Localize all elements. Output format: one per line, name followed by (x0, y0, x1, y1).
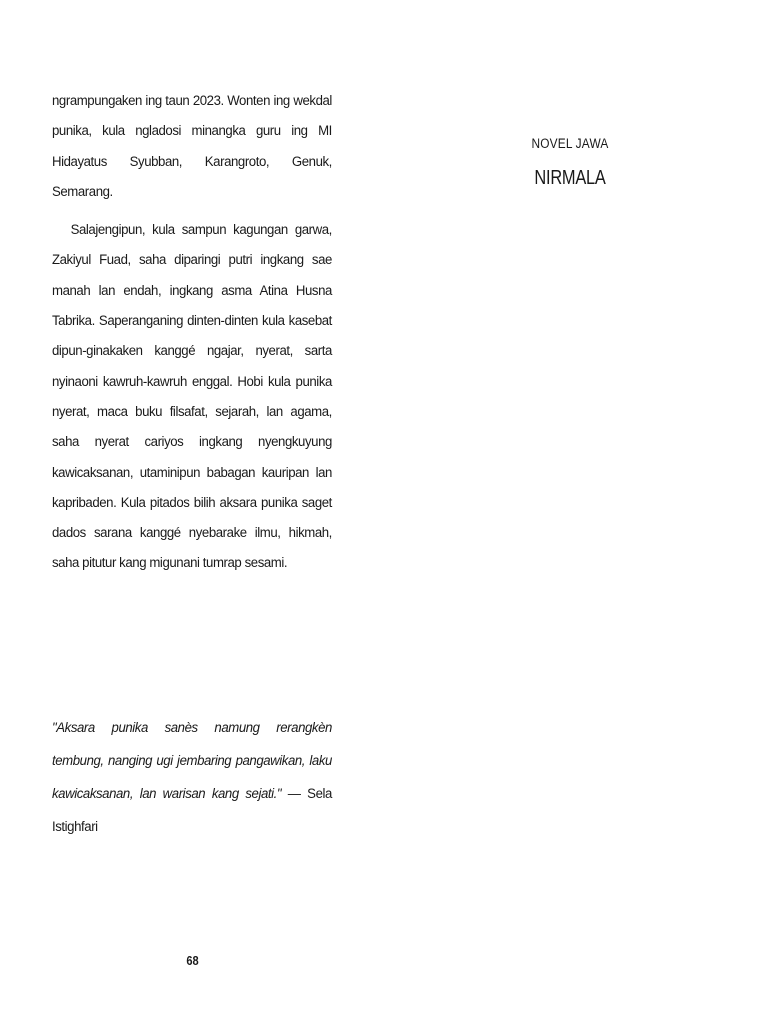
paragraph-1: ngrampungaken ing taun 2023. Wonten ing wekdal punika, kula ngladosi minangka guru ing MI Hidayatus Syubban, Karangroto, Genuk, Semarang. (52, 93, 332, 200)
body-text (52, 86, 332, 579)
quote-attribution: — Sela Istighfari (52, 786, 332, 835)
closing-quote (52, 712, 332, 844)
left-page (52, 86, 332, 579)
quote-text: "Aksara punika sanès namung rerangkèn tembung, nanging ugi jembaring pangawikan, laku kawicaksanan, lan warisan kang sejati." (52, 720, 332, 802)
series-label: NOVEL JAWA (531, 136, 609, 151)
book-title: NIRMALA (534, 167, 606, 189)
page-number: 68 (186, 953, 199, 968)
right-page-header (500, 136, 640, 190)
paragraph-2: Salajengipun, kula sampun kagungan garwa, Zakiyul Fuad, saha diparingi putri ingkang sae manah lan endah, ingkang asma Atina Husna Tabrika. Saperanganing dinten-dinten kula kasebat dipun-ginakaken kanggé ngajar, nyerat, sarta nyinaoni kawruh-kawruh enggal. Hobi kula punika nyerat, maca buku filsafat, sejarah, lan agama, saha nyerat cariyos ingkang nyengkuyung kawicaksanan, utaminipun babagan kauripan lan kapribaden. Kula pitados bilih aksara punika saget dados sarana kanggé nyebarake ilmu, hikmah, saha pitutur kang migunani tumrap sesami. (52, 222, 332, 572)
